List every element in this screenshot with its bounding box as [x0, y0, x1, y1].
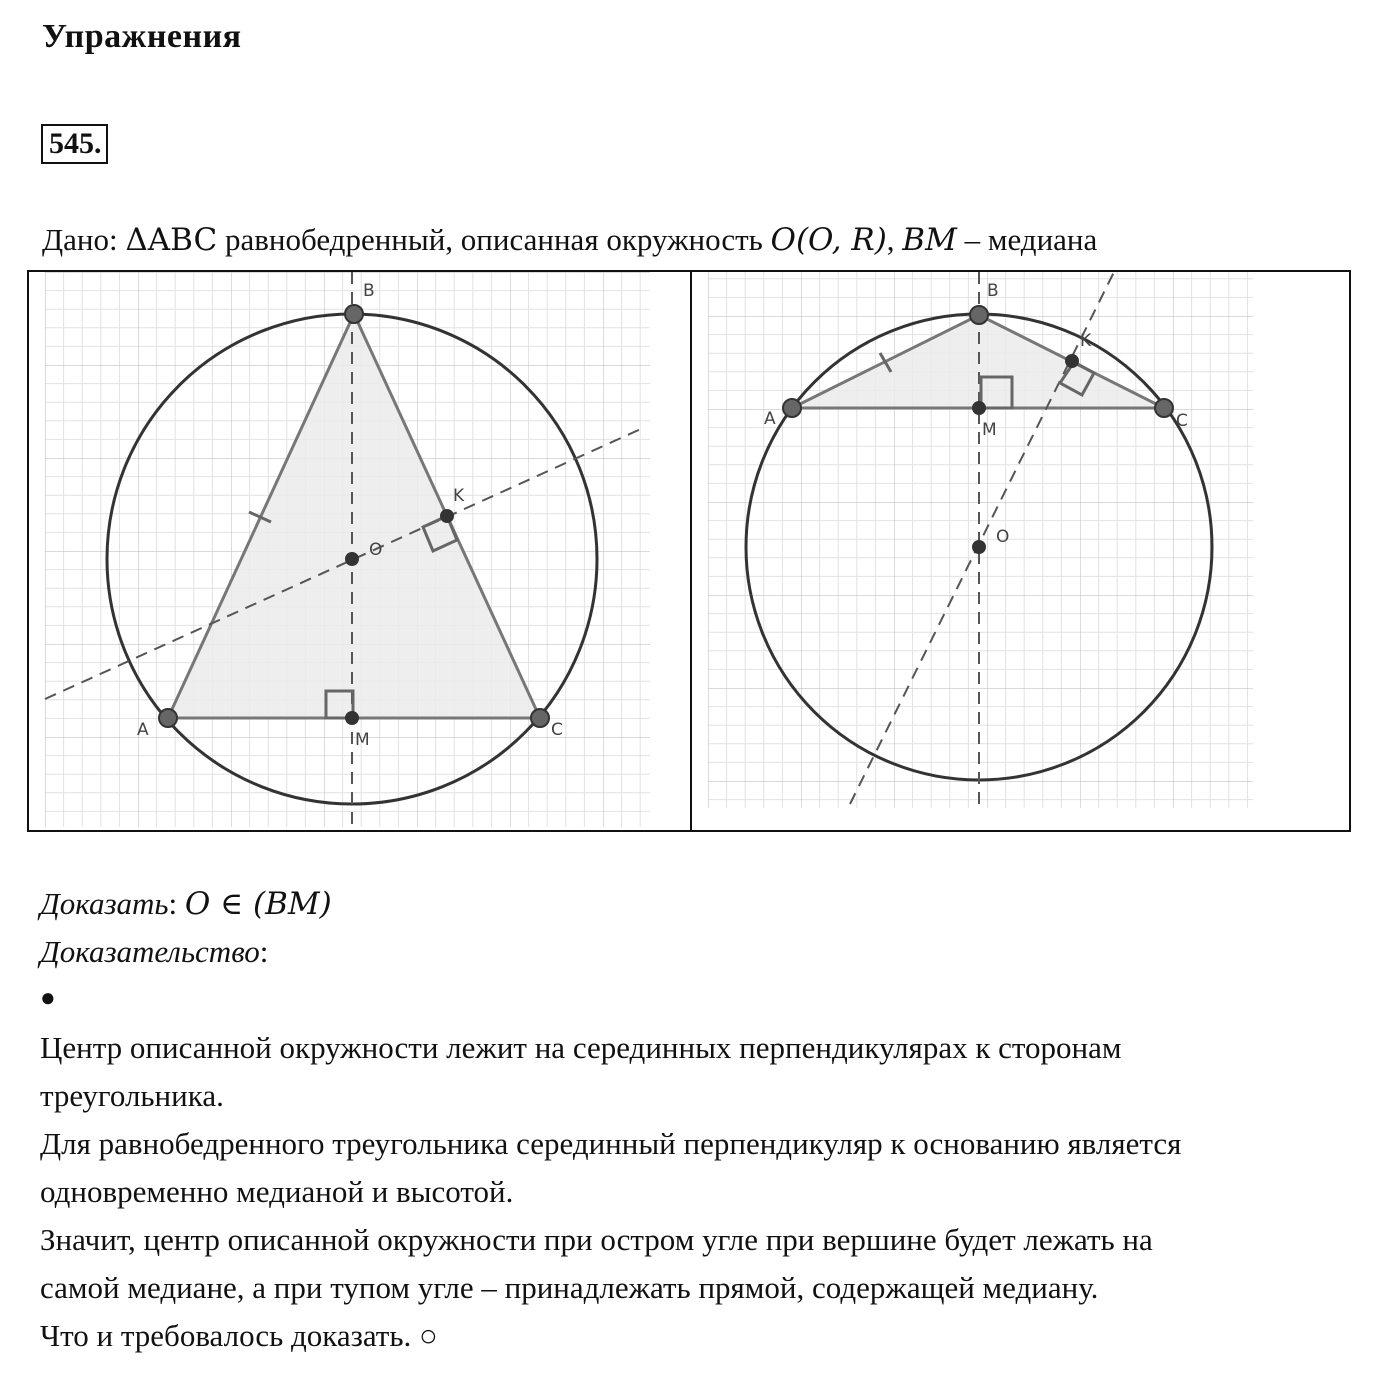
left-label-o: O [369, 540, 383, 560]
left-point-c [531, 709, 549, 727]
left-label-c: C [551, 720, 563, 740]
right-label-k: K [1080, 331, 1092, 351]
right-label-o: O [996, 527, 1010, 547]
left-label-m: M [355, 730, 370, 750]
exercise-number: 545. [41, 124, 108, 164]
proof-line-4: одновременно медианой и высотой. [40, 1174, 514, 1209]
left-point-k [440, 509, 454, 523]
prove-label: Доказать [40, 886, 169, 921]
right-label-c: C [1176, 411, 1188, 431]
prove-line [40, 880, 332, 928]
left-point-a [159, 709, 177, 727]
left-point-m [345, 711, 359, 725]
given-statement [42, 222, 1097, 258]
given-comma: , [886, 222, 903, 257]
figure-panel [27, 270, 1351, 832]
proof-line-1: Центр описанной окружности лежит на серединных перпендикулярах к сторонам [40, 1030, 1122, 1065]
right-point-o [972, 540, 986, 554]
proof-colon: : [259, 934, 269, 969]
left-label-k: K [453, 486, 465, 506]
prove-statement: O ∈ (BM) [184, 886, 332, 922]
proof-line-6: самой медиане, а при тупом угле – принадлежать прямой, содержащей медиану. [40, 1270, 1099, 1305]
given-text-1: равнобедренный, описанная окружность [217, 222, 771, 257]
right-point-k [1065, 354, 1079, 368]
given-median: BM [902, 222, 957, 258]
left-figure [29, 272, 690, 830]
given-text-2: – медиана [956, 222, 1098, 257]
left-label-a: A [137, 720, 149, 740]
right-label-m: M [982, 420, 997, 440]
right-point-m [972, 401, 986, 415]
right-point-c [1155, 399, 1173, 417]
proof-line-2: треугольника. [40, 1078, 224, 1113]
proof-label: Доказательство [40, 934, 260, 969]
left-point-b [345, 305, 363, 323]
proof-line-3: Для равнобедренного треугольника серединный перпендикуляр к основанию является [40, 1126, 1182, 1161]
right-point-b [970, 306, 988, 324]
proof-heading [40, 928, 268, 976]
prove-colon: : [168, 886, 185, 921]
proof-bullet: ● [40, 983, 56, 1012]
left-label-b: B [363, 281, 375, 301]
right-figure [692, 272, 1351, 830]
given-triangle: ΔABC [125, 222, 218, 258]
given-circle: O(O, R) [770, 222, 887, 258]
right-label-a: A [764, 409, 776, 429]
right-point-a [783, 399, 801, 417]
given-prefix: Дано: [42, 222, 126, 257]
proof-line-5: Значит, центр описанной окружности при остром угле при вершине будет лежать на [40, 1222, 1153, 1257]
right-label-b: B [987, 281, 999, 301]
left-point-o [345, 552, 359, 566]
section-heading: Упражнения [42, 18, 242, 55]
proof-line-7: Что и требовалось доказать. ○ [40, 1318, 438, 1353]
